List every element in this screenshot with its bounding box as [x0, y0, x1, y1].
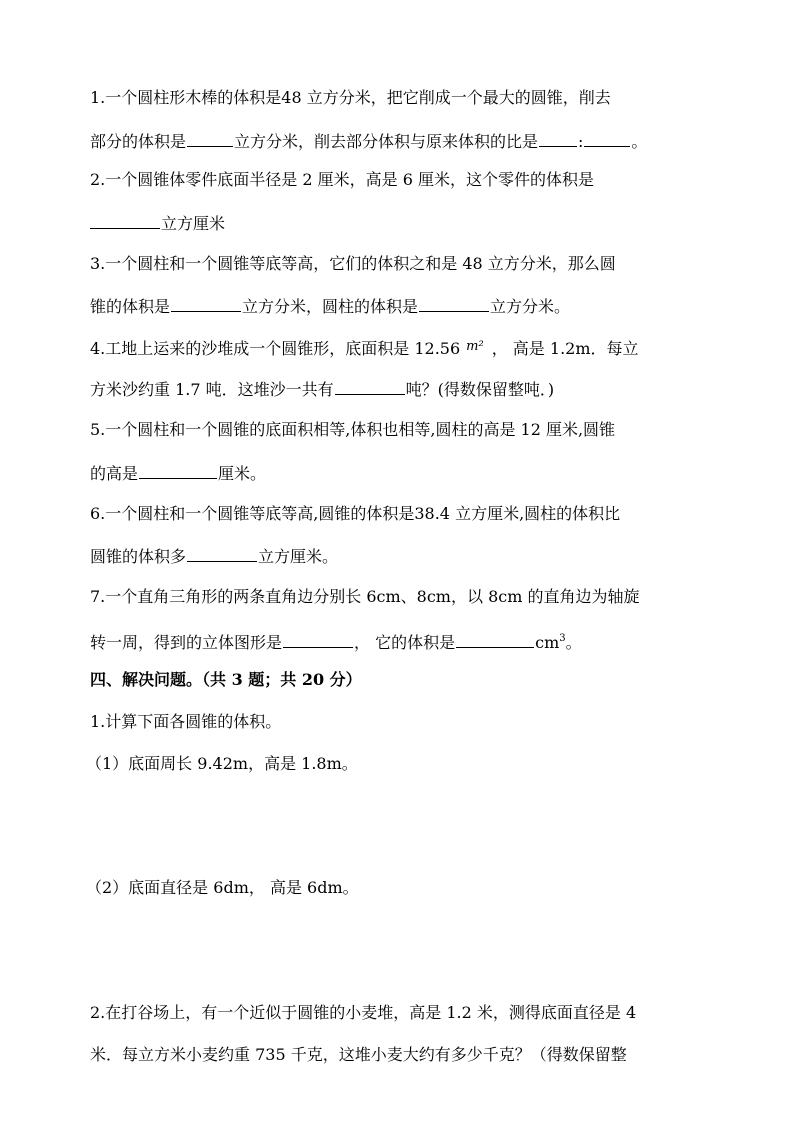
q7-blank-volume[interactable]	[456, 629, 534, 648]
q1-blank-ratio-right[interactable]	[584, 128, 630, 147]
q1-line1: 1.一个圆柱形木棒的体积是48 立方分米，把它削成一个最大的圆锥，削去	[90, 88, 611, 107]
q2-blank-volume[interactable]	[90, 210, 160, 229]
q7-text-b: ， 它的体积是	[354, 633, 456, 652]
q6-line2	[90, 543, 724, 567]
q2-line1: 2.一个圆锥体零件底面半径是 2 厘米，高是 6 厘米，这个零件的体积是	[90, 170, 594, 189]
q4-unit-m2: m²	[466, 339, 484, 354]
p1-sub2: （2）底面直径是 6dm， 高是 6dm。	[86, 878, 359, 897]
q1-blank-removed-volume[interactable]	[187, 128, 233, 147]
q1-text-end: 。	[631, 132, 648, 151]
q3-text-a: 锥的体积是	[90, 297, 171, 316]
section-heading: 四、解决问题。（共 3 题；共 20 分）	[90, 670, 362, 689]
q4-blank-tons[interactable]	[335, 376, 405, 395]
p1-sub1: （1）底面周长 9.42m，高是 1.8m。	[86, 754, 358, 773]
q6-line1: 6.一个圆柱和一个圆锥等底等高,圆锥的体积是38.4 立方厘米,圆柱的体积比	[90, 504, 621, 523]
q5-line1: 5.一个圆柱和一个圆锥的底面积相等,体积也相等,圆柱的高是 12 厘米,圆锥	[90, 420, 616, 439]
q3-line1: 3.一个圆柱和一个圆锥等底等高，它们的体积之和是 48 立方分米，那么圆	[90, 254, 616, 273]
q1-text-a: 部分的体积是	[90, 132, 187, 151]
q3-text-b: 立方分米，圆柱的体积是	[242, 297, 419, 316]
q5-text-b: 厘米。	[218, 464, 267, 483]
q3-line2	[90, 293, 724, 317]
q1-blank-ratio-left[interactable]	[539, 128, 577, 147]
q7-unit: cm	[535, 633, 560, 652]
q6-text-a: 圆锥的体积多	[90, 547, 187, 566]
q5-line2	[90, 460, 724, 484]
q6-blank-difference[interactable]	[187, 543, 257, 562]
q3-blank-cylinder-volume[interactable]	[419, 293, 489, 312]
q7-line2	[90, 627, 724, 651]
q6-text-b: 立方厘米。	[258, 547, 339, 566]
q4-line1	[90, 335, 724, 359]
q5-text-a: 的高是	[90, 464, 139, 483]
q2-line2	[90, 210, 724, 234]
q1-colon: :	[578, 132, 584, 151]
q4-text-a: 4.工地上运来的沙堆成一个圆锥形，底面积是 12.56	[90, 339, 461, 358]
q2-text-b: 立方厘米	[161, 214, 226, 233]
q3-text-c: 立方分米。	[490, 297, 571, 316]
q7-line1: 7.一个直角三角形的两条直角边分别长 6cm、8cm，以 8cm 的直角边为轴旋	[90, 587, 640, 606]
p2-line2: 米．每立方米小麦约重 735 千克，这堆小麦大约有多少千克？（得数保留整	[90, 1045, 627, 1064]
q3-blank-cone-volume[interactable]	[171, 293, 241, 312]
q1-line2	[90, 128, 724, 152]
q4-text-d: 吨？(得数保留整吨．)	[405, 380, 555, 399]
p1-title: 1.计算下面各圆锥的体积。	[90, 712, 282, 731]
q4-line2	[90, 376, 724, 400]
p2-line1: 2.在打谷场上，有一个近似于圆锥的小麦堆，高是 1.2 米，测得底面直径是 4	[90, 1003, 637, 1022]
q7-text-end: 。	[565, 633, 582, 652]
q4-text-c: 方米沙约重 1.7 吨．这堆沙一共有	[90, 380, 334, 399]
q5-blank-cone-height[interactable]	[139, 460, 217, 479]
q7-unit-sup: 3	[559, 633, 566, 644]
q7-text-a: 转一周，得到的立体图形是	[90, 633, 283, 652]
q1-text-b: 立方分米，削去部分体积与原来体积的比是	[234, 132, 539, 151]
q4-text-b: ， 高是 1.2m．每立	[491, 339, 639, 358]
q7-blank-solid-shape[interactable]	[283, 629, 353, 648]
